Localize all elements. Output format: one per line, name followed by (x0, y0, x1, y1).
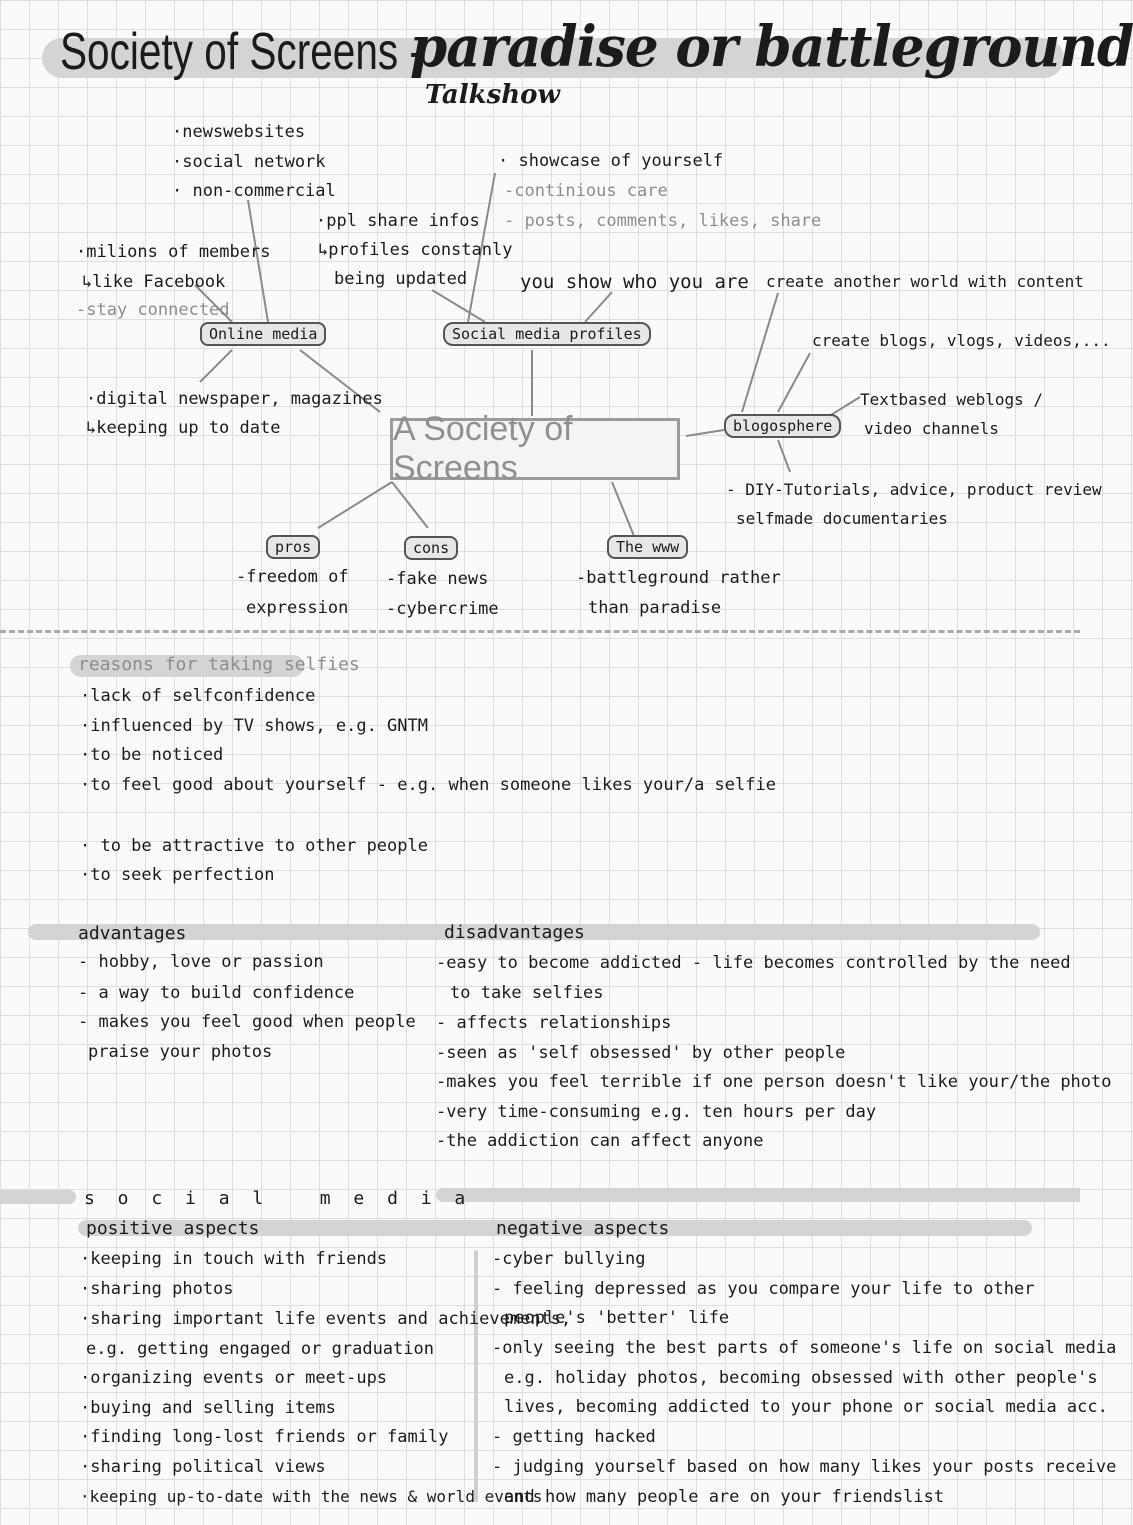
positive-aspect-item: ·sharing photos (80, 1279, 234, 1299)
online-media-note: ·digital newspaper, magazines (86, 389, 383, 409)
www-note: than paradise (588, 598, 722, 618)
disadvantage-item: -very time-consuming e.g. ten hours per day (436, 1102, 877, 1122)
disadvantage-item: -the addiction can affect anyone (436, 1131, 764, 1151)
negative-aspect-item: - feeling depressed as you compare your life to other (492, 1279, 1035, 1299)
cons-note: -cybercrime (386, 599, 499, 619)
positive-aspect-item: ·organizing events or meet-ups (80, 1368, 388, 1388)
blogosphere-note: create another world with content (766, 272, 1084, 291)
mindmap-center-node: A Society of Screens (390, 418, 680, 480)
positive-aspect-item: ·finding long-lost friends or family (80, 1427, 449, 1447)
blogosphere-note: video channels (864, 419, 999, 438)
negative-aspect-item: people's 'better' life (504, 1308, 730, 1328)
online-media-note: ·social network (172, 152, 326, 172)
social-profiles-note: ↳profiles constanly (318, 240, 513, 260)
online-media-note: -stay connected (76, 300, 230, 320)
online-media-note: ·milions of members (76, 242, 271, 262)
social-profiles-note: · showcase of yourself (498, 151, 724, 171)
negative-aspect-item: and how many people are on your friendslist (504, 1487, 945, 1507)
pros-note: -freedom of (236, 567, 349, 587)
social-profiles-note: ·ppl share infos (316, 211, 480, 231)
cons-note: -fake news (386, 569, 489, 589)
selfie-reason: ·influenced by TV shows, e.g. GNTM (80, 716, 428, 736)
disadvantage-item: -easy to become addicted - life becomes controlled by the need (436, 953, 1071, 973)
negative-aspects-heading: negative aspects (496, 1218, 670, 1239)
selfie-reason: ·to seek perfection (80, 865, 275, 885)
blogosphere-note: Textbased weblogs / (860, 390, 1044, 409)
disadvantage-item: -makes you feel terrible if one person doesn't like your/the photo (436, 1072, 1112, 1092)
positive-aspects-heading: positive aspects (86, 1218, 260, 1239)
disadvantages-heading: disadvantages (444, 922, 585, 943)
online-media-note: ↳keeping up to date (86, 418, 281, 438)
advantage-item: praise your photos (88, 1042, 273, 1062)
social-profiles-note: being updated (334, 269, 468, 289)
page-title: Society of Screens - (60, 23, 423, 81)
social-media-heading: s o c i a l m e d i a (84, 1188, 472, 1209)
positive-aspect-item: ·buying and selling items (80, 1398, 336, 1418)
disadvantage-item: to take selfies (450, 983, 604, 1003)
social-media-highlight-left (0, 1190, 76, 1204)
social-profiles-note: -continious care (504, 181, 668, 201)
negative-aspect-item: -cyber bullying (492, 1249, 646, 1269)
social-profiles-note: - posts, comments, likes, share (504, 211, 822, 231)
blogosphere-note: selfmade documentaries (736, 509, 948, 528)
negative-aspect-item: - getting hacked (492, 1427, 656, 1447)
negative-aspect-item: e.g. holiday photos, becoming obsessed with other people's (504, 1368, 1098, 1388)
selfie-reason: ·lack of selfconfidence (80, 686, 316, 706)
positive-aspect-item: ·sharing political views (80, 1457, 326, 1477)
positive-aspect-item: ·keeping in touch with friends (80, 1249, 388, 1269)
social-profiles-note: you show who you are (520, 271, 749, 293)
negative-aspect-item: -only seeing the best parts of someone's life on social media (492, 1338, 1117, 1358)
selfies-heading: reasons for taking selfies (78, 654, 360, 675)
selfie-reason: ·to be noticed (80, 745, 224, 765)
node-pros: pros (266, 535, 320, 559)
social-media-highlight-right (436, 1188, 1080, 1202)
section-divider (0, 630, 1080, 633)
node-social-media-profiles: Social media profiles (443, 322, 651, 346)
positive-aspect-item: e.g. getting engaged or graduation (86, 1339, 434, 1359)
selfie-reason: · to be attractive to other people (80, 836, 428, 856)
advantage-item: - a way to build confidence (78, 983, 355, 1003)
node-online-media: Online media (200, 322, 326, 346)
negative-aspect-item: lives, becoming addicted to your phone or social media acc. (504, 1397, 1108, 1417)
node-cons: cons (404, 536, 458, 560)
disadvantage-item: -seen as 'self obsessed' by other people (436, 1043, 846, 1063)
node-blogosphere: blogosphere (724, 414, 841, 438)
advantages-heading: advantages (78, 923, 187, 944)
online-media-note: · non-commercial (172, 181, 336, 201)
node-www: The www (607, 535, 688, 559)
blogosphere-note: - DIY-Tutorials, advice, product review (726, 480, 1102, 499)
column-separator (474, 1250, 478, 1502)
positive-aspect-item: ·sharing important life events and achievements, (80, 1309, 572, 1329)
disadvantage-item: - affects relationships (436, 1013, 672, 1033)
page-subtitle: Talkshow (425, 80, 560, 110)
negative-aspect-item: - judging yourself based on how many likes your posts receive (492, 1457, 1117, 1477)
blogosphere-note: create blogs, vlogs, videos,... (812, 331, 1111, 350)
pros-note: expression (246, 598, 349, 618)
online-media-note: ·newswebsites (172, 122, 306, 142)
advantage-item: - makes you feel good when people (78, 1012, 416, 1032)
online-media-note: ↳like Facebook (82, 272, 226, 292)
advantage-item: - hobby, love or passion (78, 952, 324, 972)
page-title-script: paradise or battleground (410, 14, 1133, 80)
selfie-reason: ·to feel good about yourself - e.g. when someone likes your/a selfie (80, 775, 776, 795)
www-note: -battleground rather (576, 568, 781, 588)
positive-aspect-item: ·keeping up-to-date with the news & world events (80, 1487, 543, 1506)
